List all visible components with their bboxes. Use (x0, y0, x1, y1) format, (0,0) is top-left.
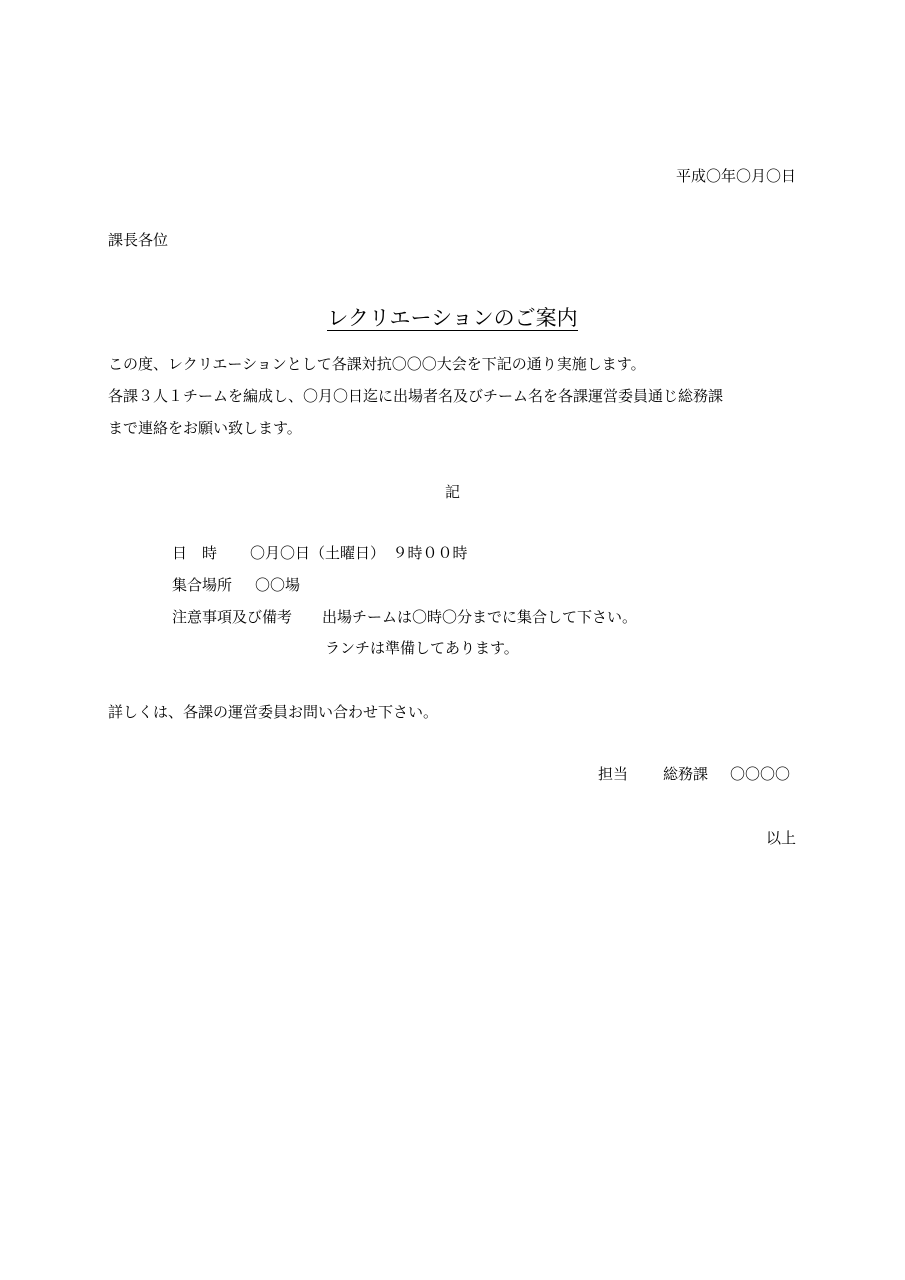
notes-label: 注意事項及び備考 (172, 608, 293, 626)
notes-value-line-2: ランチは準備してあります。 (325, 639, 519, 657)
ki-heading: 記 (444, 483, 460, 501)
document-date: 平成〇年〇月〇日 (675, 167, 796, 185)
notes-value-line-1: 出場チームは〇時〇分までに集合して下さい。 (322, 608, 638, 626)
addressee: 課長各位 (108, 231, 169, 249)
contact-label: 担当 (598, 765, 629, 783)
document-title-text: レクリエーションのご案内 (327, 306, 578, 330)
contact-department: 総務課 (663, 765, 709, 783)
end-mark: 以上 (765, 829, 796, 847)
body-line-2: 各課３人１チームを編成し、〇月〇日迄に出場者名及びチーム名を各課運営委員通じ総務課 (108, 387, 724, 405)
datetime-value: 〇月〇日（土曜日） ９時００時 (250, 544, 468, 562)
meeting-place-value: 〇〇場 (255, 576, 301, 594)
datetime-label: 日 時 (172, 544, 218, 562)
body-line-3: まで連絡をお願い致します。 (108, 419, 302, 437)
body-line-1: この度、レクリエーションとして各課対抗〇〇〇大会を下記の通り実施します。 (108, 355, 646, 373)
meeting-place-label: 集合場所 (172, 576, 233, 594)
document-title (0, 304, 905, 332)
contact-name: 〇〇〇〇 (730, 765, 791, 783)
closing-line: 詳しくは、各課の運営委員お問い合わせ下さい。 (108, 703, 439, 721)
